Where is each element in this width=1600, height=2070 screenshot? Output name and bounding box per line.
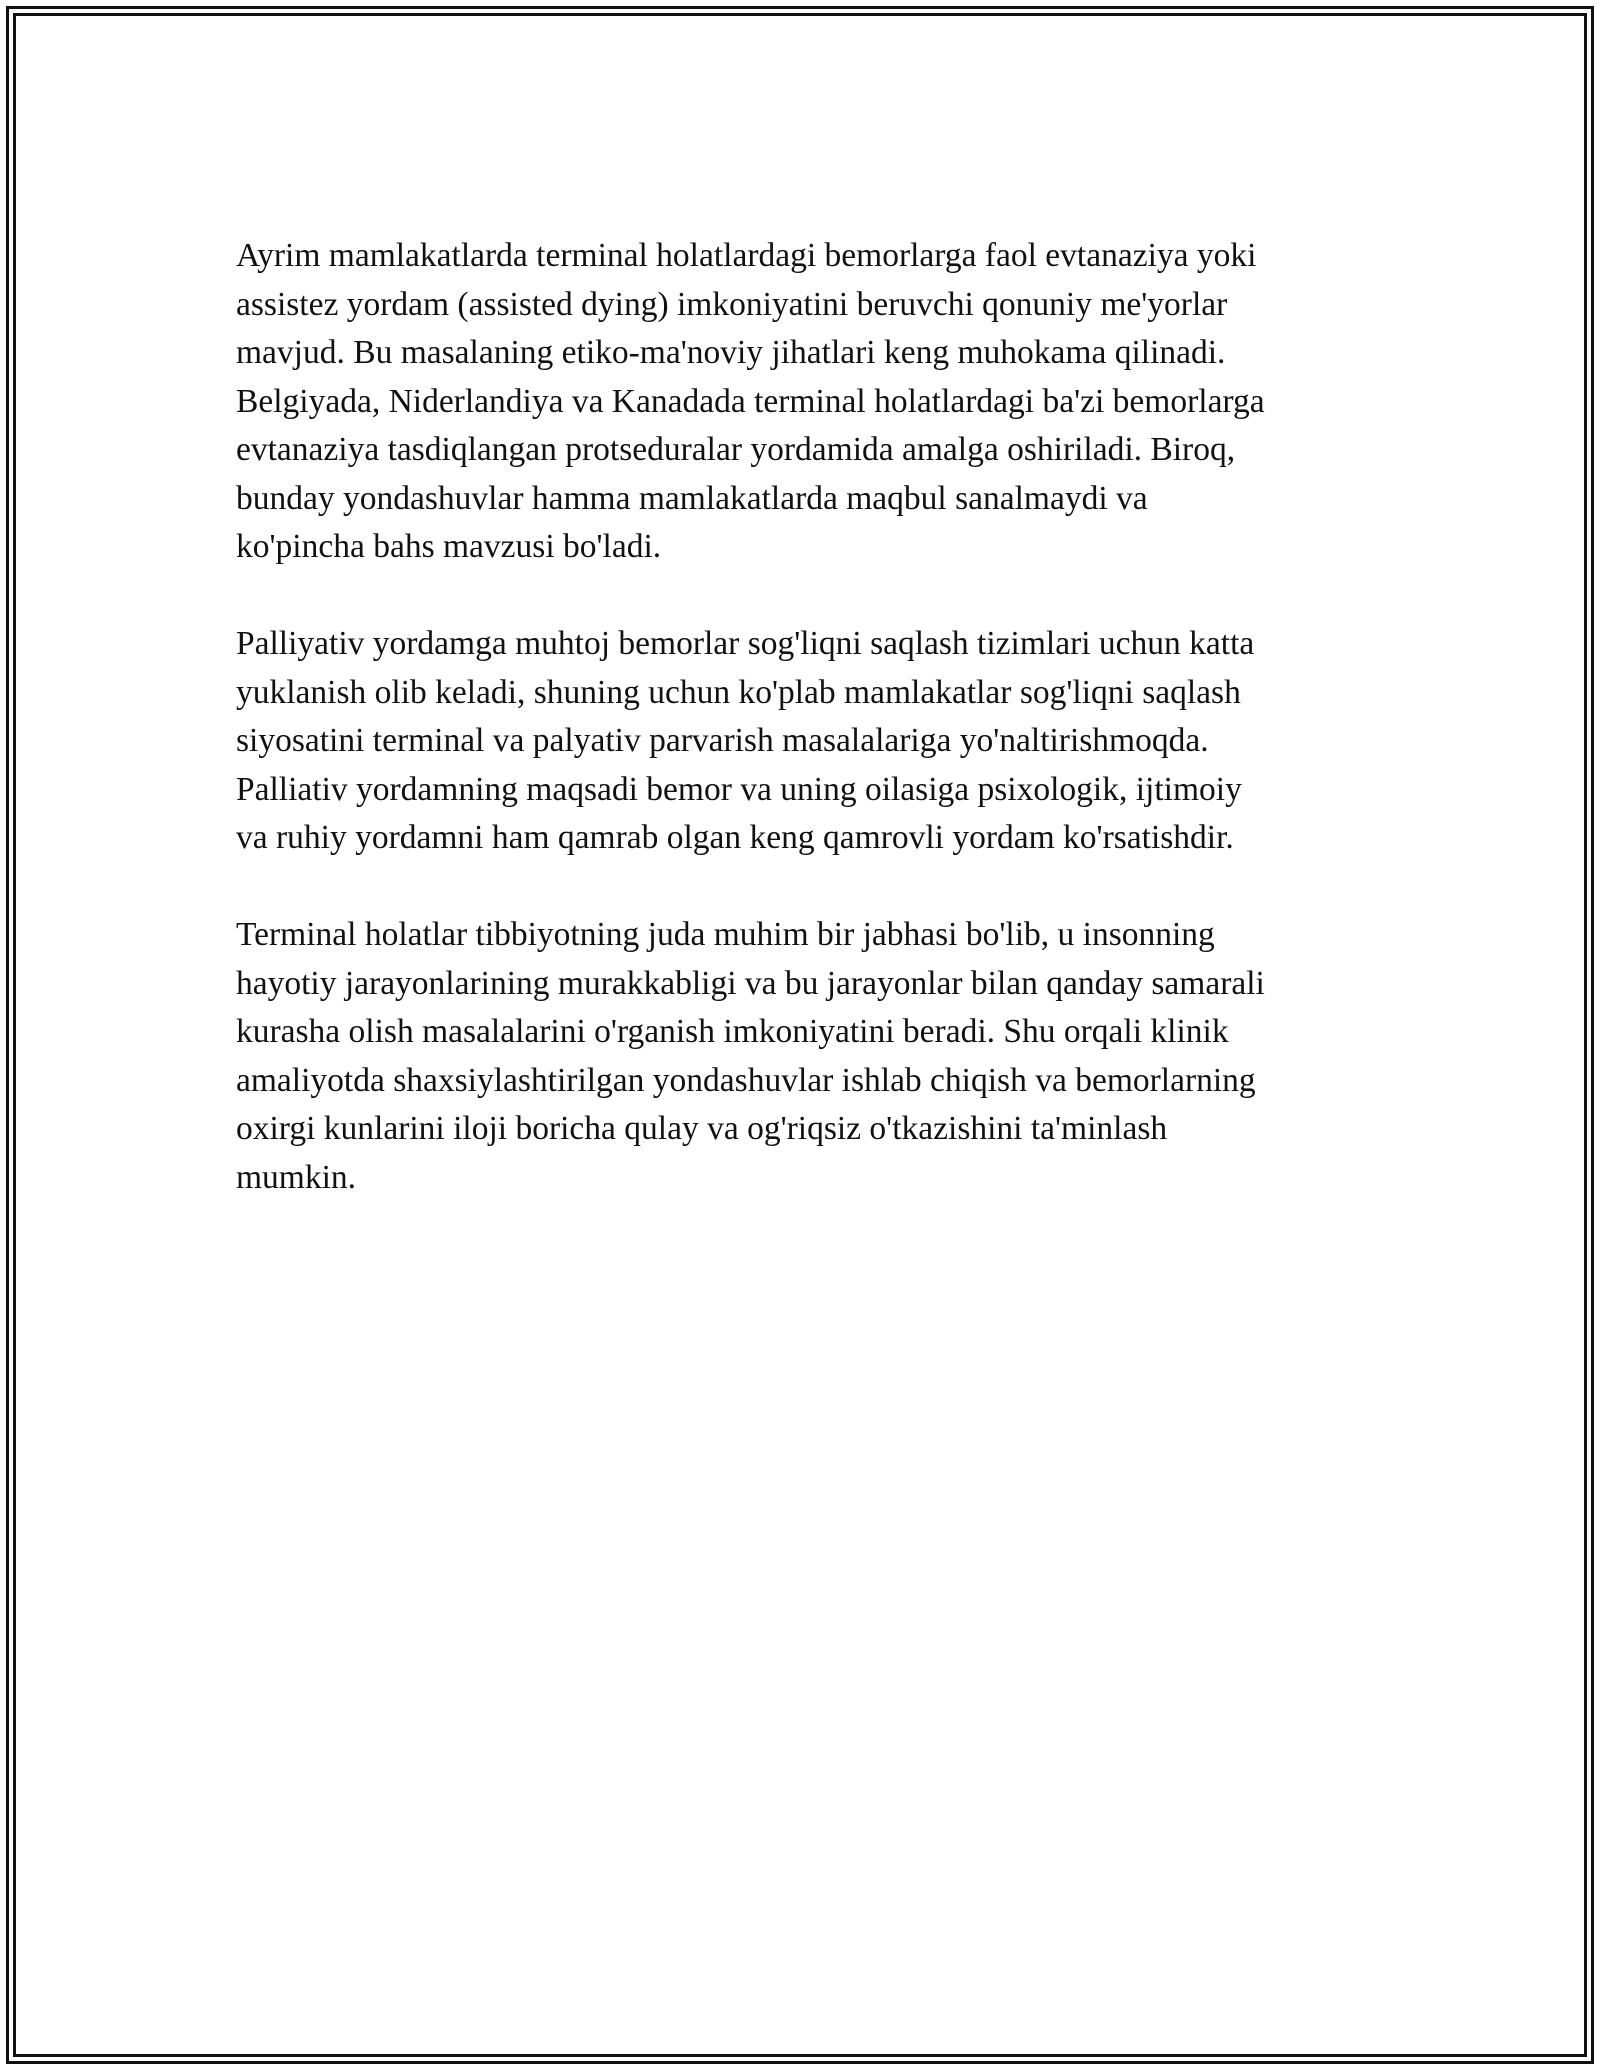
paragraph-line: Belgiyada, Niderlandiya va Kanadada terminal holatlardagi ba'zi bemorlarga	[236, 382, 1265, 420]
paragraph-line: hayotiy jarayonlarining murakkabligi va bu jarayonlar bilan qanday samarali	[236, 964, 1265, 1002]
paragraph-line: kurasha olish masalalarini o'rganish imkoniyatini beradi. Shu orqali klinik	[236, 1013, 1229, 1050]
paragraph-line: mumkin.	[236, 1158, 357, 1196]
paragraph-3	[236, 911, 1386, 1202]
paragraph-line: mavjud. Bu masalaning etiko-ma'noviy jihatlari keng muhokama qilinadi.	[236, 334, 1226, 371]
paragraph-line: Terminal holatlar tibbiyotning juda muhim bir jabhasi bo'lib, u insonning	[236, 916, 1215, 953]
paragraph-line: Palliyativ yordamga muhtoj bemorlar sog'liqni saqlash tizimlari uchun katta	[236, 625, 1255, 662]
paragraph-line: evtanaziya tasdiqlangan protseduralar yordamida amalga oshiriladi. Biroq,	[236, 431, 1236, 468]
paragraph-line: Ayrim mamlakatlarda terminal holatlardagi bemorlarga faol evtanaziya yoki	[236, 237, 1257, 274]
paragraph-line: bunday yondashuvlar hamma mamlakatlarda maqbul sanalmaydi va	[236, 479, 1148, 517]
paragraph-line: yuklanish olib keladi, shuning uchun ko'plab mamlakatlar sog'liqni saqlash	[236, 673, 1241, 711]
paragraph-line: siyosatini terminal va palyativ parvarish masalalariga yo'naltirishmoqda.	[236, 722, 1209, 759]
paragraph-1	[236, 232, 1386, 572]
paragraph-line: ko'pincha bahs mavzusi bo'ladi.	[236, 528, 662, 565]
paragraph-line: assistez yordam (assisted dying) imkoniyatini beruvchi qonuniy me'yorlar	[236, 285, 1228, 323]
paragraph-2	[236, 620, 1386, 863]
document-body	[236, 232, 1386, 1251]
paragraph-line: Palliativ yordamning maqsadi bemor va uning oilasiga psixologik, ijtimoiy	[236, 770, 1242, 808]
paragraph-line: amaliyotda shaxsiylashtirilgan yondashuvlar ishlab chiqish va bemorlarning	[236, 1061, 1256, 1099]
paragraph-line: va ruhiy yordamni ham qamrab olgan keng qamrovli yordam ko'rsatishdir.	[236, 819, 1234, 856]
paragraph-line: oxirgi kunlarini iloji boricha qulay va og'riqsiz o'tkazishini ta'minlash	[236, 1110, 1168, 1147]
